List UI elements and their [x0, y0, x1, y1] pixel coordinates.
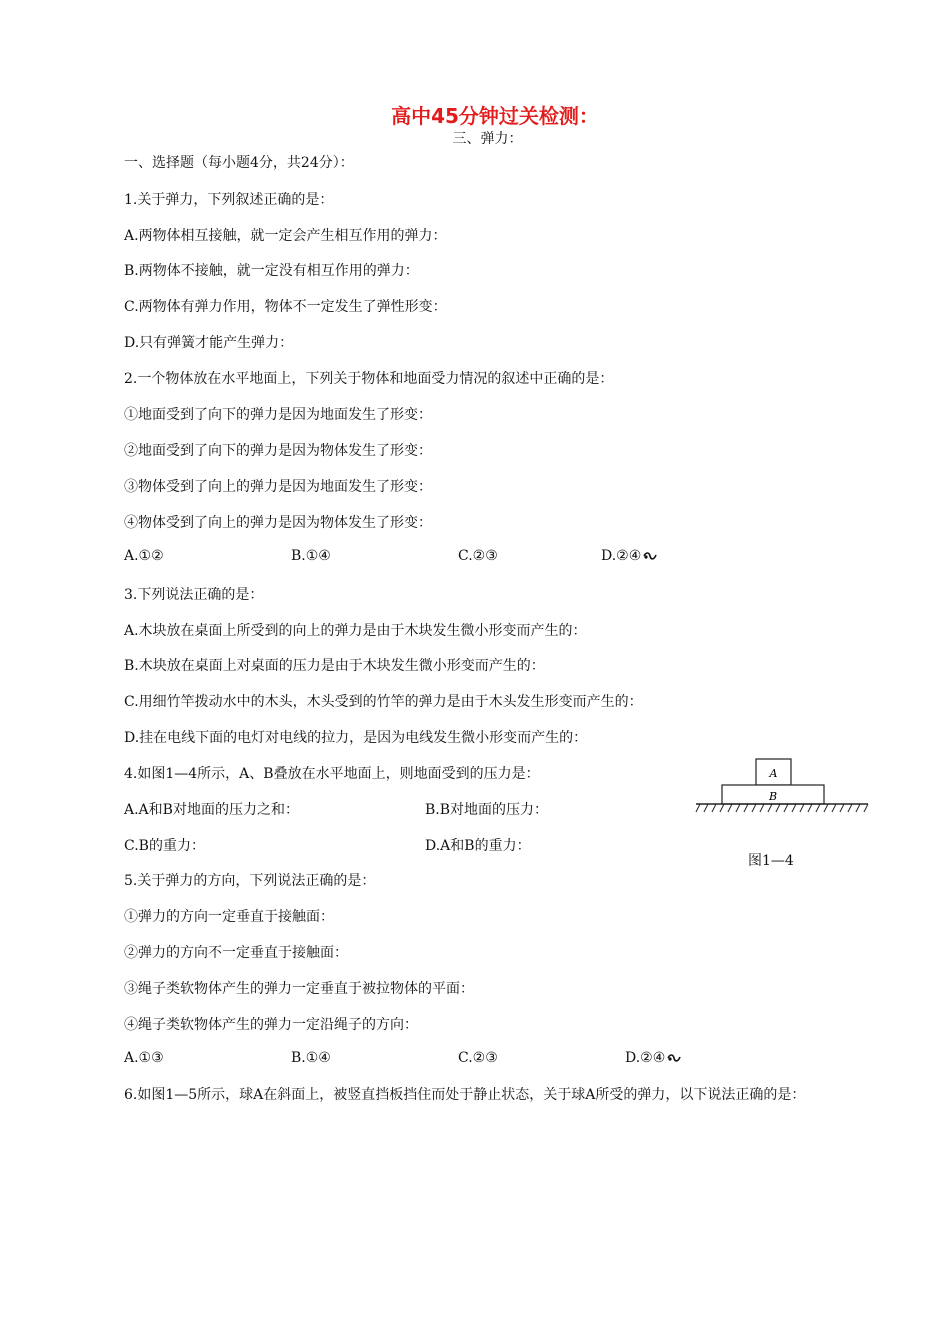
q3-option-a: A.木块放在桌面上所受到的向上的弹力是由于木块发生微小形变而产生的：: [124, 623, 587, 639]
q5-option-a: A.①③: [124, 1050, 164, 1066]
q3-option-c: C.用细竹竿拨动水中的木头，木头受到的竹竿的弹力是由于木头发生形变而产生的：: [124, 694, 643, 710]
block-a-label: A: [769, 767, 778, 780]
q5-statement-1: ①弹力的方向一定垂直于接触面：: [124, 909, 334, 925]
q5-statement-3: ③绳子类软物体产生的弹力一定垂直于被拉物体的平面：: [124, 981, 474, 997]
scribble-mark-icon: [667, 1053, 681, 1063]
page-title: 高中45分钟过关检测：: [391, 104, 599, 128]
q5-option-c: C.②③: [458, 1050, 498, 1066]
q2-statement-4: ④物体受到了向上的弹力是因为物体发生了形变：: [124, 515, 432, 531]
q2-statement-1: ①地面受到了向下的弹力是因为地面发生了形变：: [124, 407, 432, 423]
q4-option-b: B.B对地面的压力：: [425, 802, 549, 818]
q5-option-d: D.②④: [625, 1050, 666, 1066]
q1-stem: 1.关于弹力，下列叙述正确的是：: [124, 192, 334, 208]
q3-option-d: D.挂在电线下面的电灯对电线的拉力，是因为电线发生微小形变而产生的：: [124, 730, 588, 746]
q4-option-c: C.B的重力：: [124, 838, 205, 854]
q2-statement-2: ②地面受到了向下的弹力是因为物体发生了形变：: [124, 443, 432, 459]
q1-option-a: A.两物体相互接触，就一定会产生相互作用的弹力：: [124, 228, 447, 244]
block-b-label: B: [768, 790, 778, 803]
q5-option-b: B.①④: [291, 1050, 331, 1066]
q5-option-d-wrap: [625, 1050, 681, 1066]
q4-stem: 4.如图1—4所示，A、B叠放在水平地面上，则地面受到的压力是：: [124, 766, 540, 782]
q3-option-b: B.木块放在桌面上对桌面的压力是由于木块发生微小形变而产生的：: [124, 658, 545, 674]
q2-stem: 2.一个物体放在水平地面上，下列关于物体和地面受力情况的叙述中正确的是：: [124, 371, 614, 387]
q2-option-d-wrap: [601, 548, 657, 564]
q4-option-d: D.A和B的重力：: [425, 838, 531, 854]
q1-option-d: D.只有弹簧才能产生弹力：: [124, 335, 294, 351]
q1-option-b: B.两物体不接触，就一定没有相互作用的弹力：: [124, 263, 419, 279]
q1-option-c: C.两物体有弹力作用，物体不一定发生了弹性形变：: [124, 299, 447, 315]
section-subtitle: 三、弹力：: [452, 131, 523, 147]
scribble-mark-icon: [643, 551, 657, 561]
q5-statement-4: ④绳子类软物体产生的弹力一定沿绳子的方向：: [124, 1017, 418, 1033]
q2-option-d: D.②④: [601, 548, 642, 564]
q2-option-c: C.②③: [458, 548, 498, 564]
section-heading: 一、选择题（每小题4分，共24分）：: [124, 155, 354, 171]
q5-stem: 5.关于弹力的方向，下列说法正确的是：: [124, 873, 376, 889]
figure-caption: 图1—4: [748, 853, 794, 869]
q2-statement-3: ③物体受到了向上的弹力是因为地面发生了形变：: [124, 479, 432, 495]
q2-option-b: B.①④: [291, 548, 331, 564]
q6-stem: 6.如图1—5所示，球A在斜面上，被竖直挡板挡住而处于静止状态，关于球A所受的弹力，以下说法正确的是：: [124, 1087, 806, 1103]
ground-hatching: [696, 804, 868, 812]
q3-stem: 3.下列说法正确的是：: [124, 587, 264, 603]
q2-option-a: A.①②: [124, 548, 164, 564]
q5-statement-2: ②弹力的方向不一定垂直于接触面：: [124, 945, 348, 961]
q4-option-a: A.A和B对地面的压力之和：: [124, 802, 299, 818]
